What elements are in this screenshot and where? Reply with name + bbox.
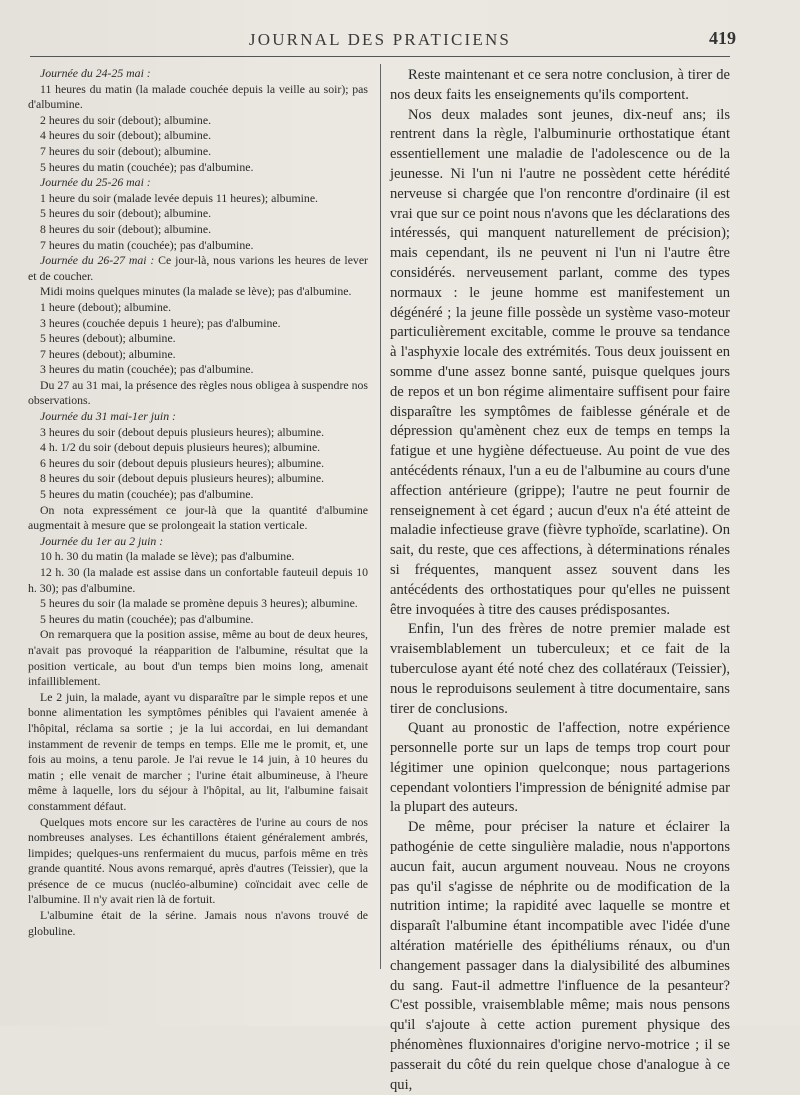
observation-line: 5 heures du soir (debout); albumine. xyxy=(40,206,212,221)
paragraph: De même, pour préciser la nature et éclairer la pathogénie de cette singulière maladie, nous n'apportons aucun fait, aucun argument nouveau. Nous ne croyons pas qu'il s'agisse de néphrite ou de modification de la nutrition intime; la rapidité avec laquelle se montre et disparaît l'albumine étant incompatible avec l'idée d'une altération matérielle des épithéliums rénaux, ou d'un changement passager dans la dialysibilité des albumines du sang. Faut-il admettre l'influence de la pesanteur? C'est possible, vraisemblable même; mais nous pensons qu'il s'ajoute à cette action purement physique des phénomènes fluxionnaires d'origine nervo-motrice ; il se passerait du côté du rein quelque chose d'analogue à ce qui, xyxy=(390,819,730,1093)
observation-line: 8 heures du soir (debout depuis plusieurs heures); albumine. xyxy=(40,471,325,486)
observation-line: 7 heures du soir (debout); albumine. xyxy=(40,143,212,158)
paragraph: Enfin, l'un des frères de notre premier malade est vraisemblablement un tuberculeux; et ce fait de la tuberculose ayant été noté chez des collatéraux (Teissier), nous le reproduisons seulement à titre documentaire, sans tirer de conclusions. xyxy=(390,621,730,717)
day-heading: Journée du 1er au 2 juin : xyxy=(40,533,164,548)
observation-line: 5 heures du matin (couchée); pas d'albumine. xyxy=(40,159,254,174)
observation-line: 1 heure du soir (malade levée depuis 11 heures); albumine. xyxy=(40,190,319,205)
observation-line: 7 heures du matin (couchée); pas d'albumine. xyxy=(40,237,254,252)
paragraph: Quelques mots encore sur les caractères de l'urine au cours de nos nombreuses analyses. Les échantillons étaient généralement ambrés, limpides; quelques-uns renfermaient du mucus, parfois même en très grande quantité. Nous avons remarqué, après d'autres (Teissier), que la présence de ce mucus (nucléo-albumine) coïncidait avec celle de l'albumine. Il n'y avait rien là de fortuit. xyxy=(28,814,368,907)
paragraph-text: Ce jour-là, nous varions les heures de lever et de coucher. xyxy=(28,253,368,283)
column-divider xyxy=(380,64,381,969)
left-column xyxy=(28,66,368,939)
observation-line: 3 heures du soir (debout depuis plusieurs heures); albumine. xyxy=(40,424,325,439)
observation-line: 8 heures du soir (debout); albumine. xyxy=(40,221,212,236)
page-header xyxy=(30,26,736,56)
paragraph: On remarquera que la position assise, même au bout de deux heures, n'avait pas provoqué la réapparition de l'albumine, résultat que la position verticale, au bout d'un temps bien moins long, amenait infailliblement. xyxy=(28,627,368,689)
paragraph: Quant au pronostic de l'affection, notre expérience personnelle porte sur un laps de temps trop court pour légitimer une opinion quelconque; nous partagerions cependant volontiers l'impression de bénignité admise par la plupart des auteurs. xyxy=(390,720,730,816)
observation-line: 5 heures du matin (couchée); pas d'albumine. xyxy=(40,487,254,502)
paragraph: Reste maintenant et ce sera notre conclusion, à tirer de nos deux faits les enseignements qu'ils comportent. xyxy=(390,67,730,103)
observation-line: 4 heures du soir (debout); albumine. xyxy=(40,128,212,143)
observation-line: 5 heures du soir (la malade se promène depuis 3 heures); albumine. xyxy=(40,596,358,611)
day-paragraph xyxy=(28,253,368,284)
observation-line: 11 heures du matin (la malade couchée depuis la veille au soir); pas d'albumine. xyxy=(28,81,368,112)
day-heading: Journée du 26-27 mai : xyxy=(40,253,155,268)
paragraph: L'albumine était de la sérine. Jamais nous n'avons trouvé de globuline. xyxy=(28,908,368,938)
observation-line: 5 heures (debout); albumine. xyxy=(40,331,176,346)
paragraph: Nos deux malades sont jeunes, dix-neuf ans; ils rentrent dans la règle, l'albuminurie orthostatique étant essentiellement une maladie de l'adolescence ou de la jeunesse. Ni l'un ni l'autre ne possèdent cette hérédité nerveuse si chargée que l'on rencontre d'ordinaire (il est vrai que sur ce point nous n'avons que les déclarations des intéressés, qui manquent naturellement de précision); mais cependant, ils ne peuvent ni l'un ni l'autre être considérés. nerveusement parlant, comme des types normaux : le jeune homme est manifestement un dégénéré ; la jeune fille possède un système vaso-moteur particulièrement excitable, comme le prouve sa tendance à l'asphyxie locale des extrémités. Tous deux jouissent en somme d'une assez bonne santé, puisque quelques jours de repos et un bon régime alimentaire suffisent pour faire disparaître les symptômes de faiblesse générale et de dépression qu'amènent chez eux de temps en temps la fatigue et une hygiène défectueuse. Au point de vue des antécédents rénaux, l'un a eu de l'albumine au cours d'une affection antérieure (grippe); l'autre ne peut fournir de renseignement à cet égard ; aucun d'eux n'a été atteint de maladie infectieuse grave (fièvre typhoïde, scarlatine). On sait, du reste, que ces affections, à déterminations rénales si fréquentes, manquent assez souvent dans les antécédents des orthostatiques pour qu'elles ne puissent être invoquées à titre des causes prédisposantes. xyxy=(390,106,730,618)
observation-line: 10 h. 30 du matin (la malade se lève); pas d'albumine. xyxy=(40,549,295,564)
observation-line: 7 heures (debout); albumine. xyxy=(40,346,176,361)
page-number: 419 xyxy=(709,28,736,48)
paragraph: Le 2 juin, la malade, ayant vu disparaître par le simple repos et une bonne alimentation les symptômes pénibles qui l'avaient amenée à l'hôpital, réclama sa sortie ; je la lui accordai, en lui demandant instamment de revenir de temps en temps. Elle me le promit, et, une fois au moins, a tenu parole. Je l'ai revue le 14 juin, à 10 heures du matin ; elle venait de marcher ; l'urine était albumineuse, à l'heure même à laquelle, lors du séjour à l'hôpital, au lit, l'albumine faisait constamment défaut. xyxy=(28,689,368,813)
day-heading: Journée du 31 mai-1er juin : xyxy=(40,409,176,424)
observation-line: 2 heures du soir (debout); albumine. xyxy=(40,112,212,127)
running-title: JOURNAL DES PRATICIENS xyxy=(248,30,512,49)
observation-line: 6 heures du soir (debout depuis plusieurs heures); albumine. xyxy=(40,455,325,470)
observation-line: 3 heures (couchée depuis 1 heure); pas d'albumine. xyxy=(40,315,281,330)
observation-line: Midi moins quelques minutes (la malade se lève); pas d'albumine. xyxy=(40,284,352,299)
right-column xyxy=(390,66,730,1095)
observation-line: 5 heures du matin (couchée); pas d'albumine. xyxy=(40,611,254,626)
observation-line: 3 heures du matin (couchée); pas d'albumine. xyxy=(40,362,254,377)
day-heading: Journée du 25-26 mai : xyxy=(40,175,151,190)
day-heading: Journée du 24-25 mai : xyxy=(40,66,151,80)
observation-line: 12 h. 30 (la malade est assise dans un confortable fauteuil depuis 10 h. 30); pas d'albumine. xyxy=(28,565,368,595)
observation-line: 1 heure (debout); albumine. xyxy=(40,299,172,314)
paragraph: On nota expressément ce jour-là que la quantité d'albumine augmentait à mesure que se prolongeait la station verticale. xyxy=(28,502,368,533)
observation-line: 4 h. 1/2 du soir (debout depuis plusieurs heures); albumine. xyxy=(40,440,321,455)
header-rule xyxy=(30,56,730,57)
paragraph: Du 27 au 31 mai, la présence des règles nous obligea à suspendre nos observations. xyxy=(28,377,368,408)
